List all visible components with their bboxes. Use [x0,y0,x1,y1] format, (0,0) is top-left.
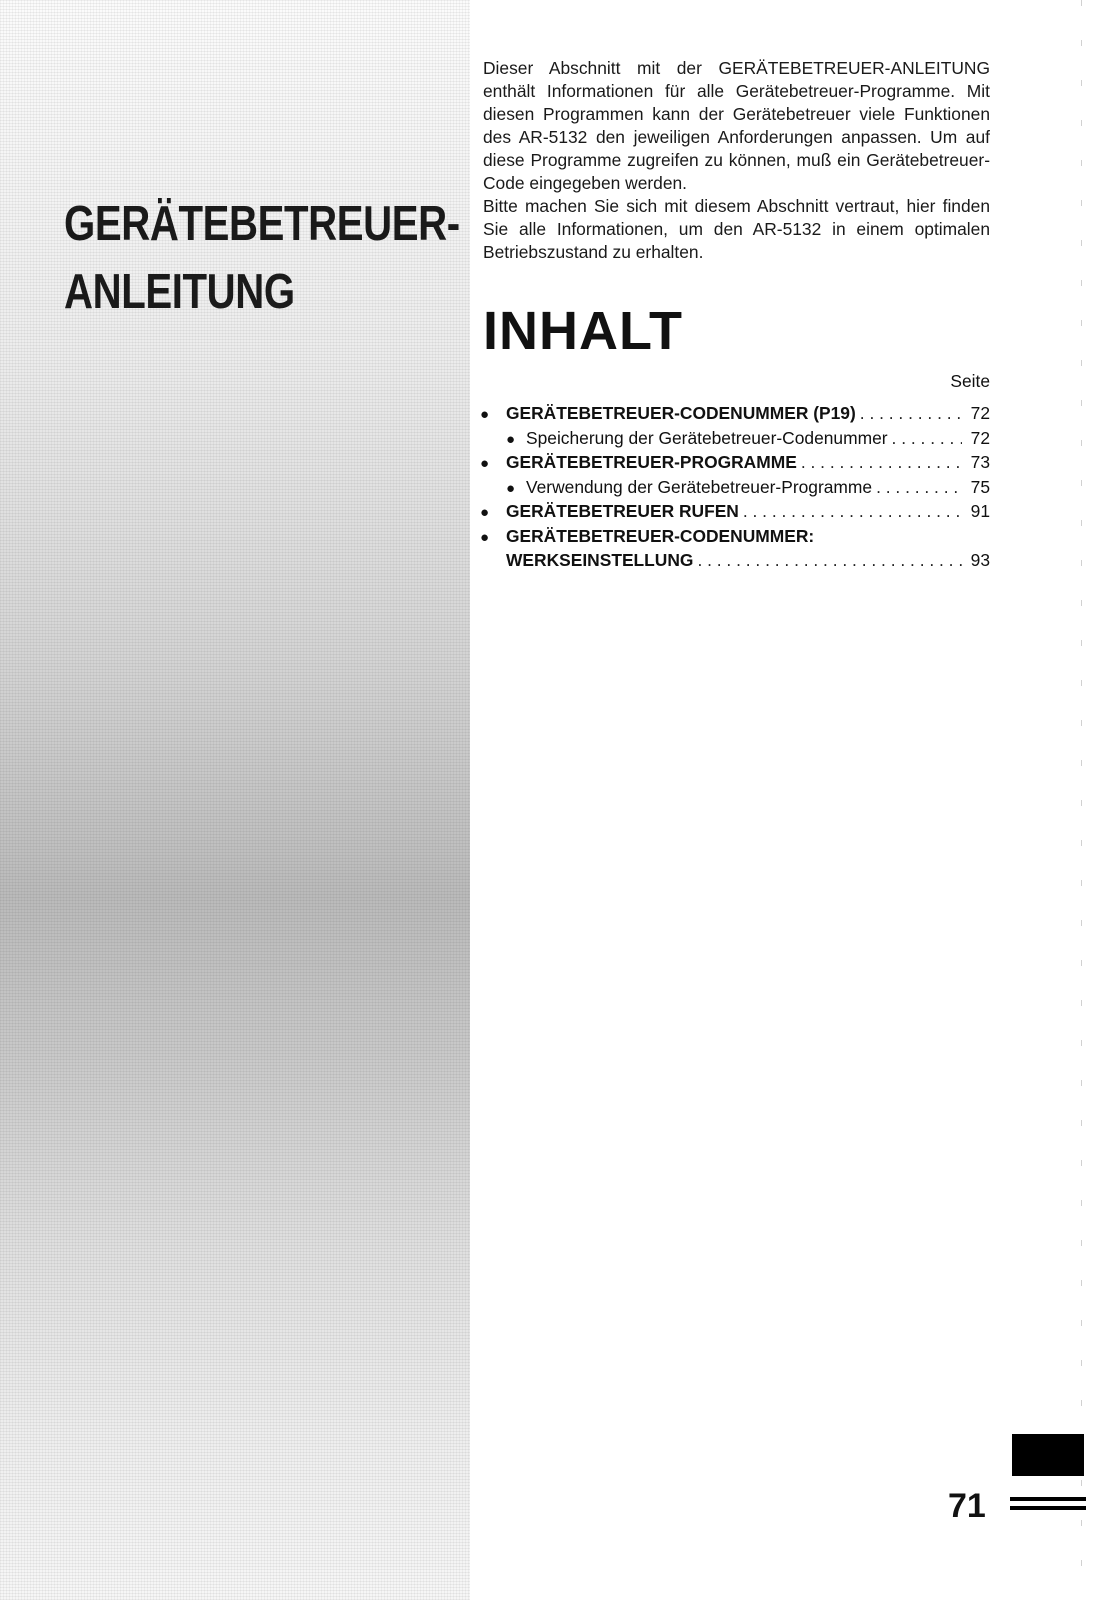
toc-entry-page: 75 [970,476,990,497]
edge-line [1010,1506,1086,1510]
toc-subentry[interactable] [480,476,990,501]
dot-leader [876,476,962,499]
toc-entry-label: Verwendung der Gerätebetreuer-Programme [526,476,873,497]
toc-entry-page: 93 [970,550,990,570]
toc-entry-label-line-2: WERKSEINSTELLUNG [506,550,694,570]
page-edge-scan-mark [1081,0,1082,1600]
toc-entry-page: 72 [970,427,990,448]
intro-paragraph-2: Bitte machen Sie sich mit diesem Abschnitt vertraut, hier finden Sie alle Informationen, um den AR-5132 in einem optimalen Betriebszustand zu erhalten. [483,196,990,262]
intro-paragraph-1: Dieser Abschnitt mit der GERÄTEBETREUER-ANLEITUNG enthält Informationen für alle Gerätebetreuer-Programme. Mit diesen Programmen kann der Gerätebetreuer viele Funktionen des AR-5132 den jeweiligen Anforderungen anpassen. Um auf diese Programme zugreifen zu können, muß ein Gerätebetreuer-Code eingegeben werden. [483,58,990,193]
section-title-line-2: ANLEITUNG [64,265,295,319]
bullet-icon: ● [506,479,516,497]
toc-entry-label: Speicherung der Gerätebetreuer-Codenummer [526,427,888,448]
contents-heading: INHALT [483,301,683,361]
toc-entry[interactable] [480,451,990,476]
toc-entry-page: 91 [970,501,990,521]
intro-text [483,57,990,264]
toc-entry-label: GERÄTEBETREUER RUFEN [506,501,739,521]
toc-entry-label: GERÄTEBETREUER-PROGRAMME [506,452,797,472]
toc-subentry[interactable] [480,427,990,452]
bullet-icon: ● [480,406,490,423]
bullet-icon: ● [480,455,490,472]
toc-entry-page: 72 [970,403,990,423]
dot-leader [892,427,962,450]
toc-entry-page: 73 [970,452,990,472]
edge-line [1010,1497,1086,1501]
dot-leader [743,500,962,523]
bullet-icon: ● [506,430,516,448]
bullet-icon: ● [480,504,490,521]
toc-entry[interactable] [480,500,990,525]
toc-entry[interactable] [480,402,990,427]
section-title [64,190,460,326]
table-of-contents [480,402,990,572]
page-column-label: Seite [950,371,990,391]
section-title-line-1: GERÄTEBETREUER- [64,197,460,251]
toc-entry-continuation[interactable] [480,549,990,572]
toc-entry-label: GERÄTEBETREUER-CODENUMMER (P19) [506,403,856,423]
dot-leader [860,402,962,425]
section-edge-tab [1012,1434,1084,1476]
dot-leader [801,451,962,474]
toc-entry-label: GERÄTEBETREUER-CODENUMMER: [506,525,815,546]
section-edge-lines [1010,1497,1086,1519]
page-number: 71 [948,1487,986,1525]
bullet-icon: ● [480,528,490,546]
toc-entry[interactable] [480,525,990,550]
dot-leader [697,549,962,572]
